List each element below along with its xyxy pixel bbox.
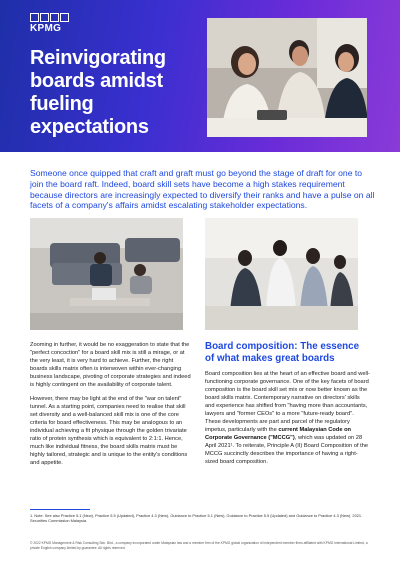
footnote-divider: [30, 509, 90, 510]
hero-title: Reinvigorating boards amidst fueling expectations: [30, 47, 166, 138]
kpmg-logo-boxes-icon: [30, 13, 70, 22]
office-sofa-photo-icon: [30, 218, 183, 330]
hero-banner: [0, 0, 400, 152]
business-meeting-photo-icon: [205, 218, 358, 330]
meeting-photo-icon: [207, 18, 367, 137]
kpmg-logo: [30, 13, 70, 34]
right-paragraph-part-1: Board composition lies at the heart of an effective board and well-functioning corporate governance. One of the key facets of board composition is the board skill set mix or now better known as the board skills matrix. Contemporary narrative on directors' skills and experience has shifted from "having more than accountants, lawyers and "former CEOs" to a more "future-ready board". These developments are part and parcel of the regulatory impetus, particularly with the: [205, 371, 370, 433]
left-paragraph-2: However, there may be light at the end of the "war on talent" tunnel. As a starting point, companies need to realise that skill set diversity and a well-balanced skill mix is one of the core criteria for board effectiveness. This may be analogous to an individual achieving a fit physique through the golden trivariate ratio of protein synthesis which is equivalent to 2:1:1. Hence, much like individual fitness, the board skills matrix must be highly tailored, strategic and is unique to the entity's conditions and appetite.: [30, 396, 188, 466]
section-heading: Board composition: The essence of what makes great boards: [205, 341, 360, 364]
logo-text: KPMG: [30, 23, 62, 34]
left-column: [30, 341, 192, 473]
intro-paragraph: Someone once quipped that craft and graft must go beyond the stage of draft for one to join the board raft. Indeed, board skill sets have become a high stakes requirement because directors are increasingly expected to diversify their ranks and have a pulse on all facets of a company's affairs amidst escalating stakeholder expectations.: [30, 168, 375, 211]
footnote: 1. Note: See also Practice 5.1 (New), Practice 5.5 (Updated), Practice 4.3 (New), Guidance to Practice 5.1 (New), Guidance to Practice 5.5 (Updated) and Guidance to Practice 4.3 (New). 2021. Securities Commission Malaysia.: [30, 513, 363, 524]
left-paragraph-1: Zooming in further, it would be no exaggeration to state that the "perfect concoction" for a board skill mix is still a mirage, or at the very least, it is very hard to achieve. Further, the right boards skills matrix often is interwoven within ever-changing business landscape, pivoting of corporate strategies and indeed is highly contingent on the availability of corporate talent.: [30, 342, 191, 388]
copyright-notice: © 2022 KPMG Management & Risk Consulting Sdn. Bhd., a company incorporated under Malaysian law and a member firm of the KPMG global organization of independent member firms affiliated with KPMG International Limited, a private English company limited by guarantee. All rights reserved.: [30, 541, 368, 550]
right-column: [205, 341, 370, 466]
right-paragraph: [205, 370, 370, 466]
right-paragraph-part-2: , which was updated on 28 April 2021¹. To reiterate, Principle A (II) Board Composition of the MCCG succinctly describes the importance of having a right-sized board composition.: [205, 435, 369, 465]
mccg-highlight: current Malaysian Code on Corporate Governance ("MCCG"): [205, 427, 352, 441]
